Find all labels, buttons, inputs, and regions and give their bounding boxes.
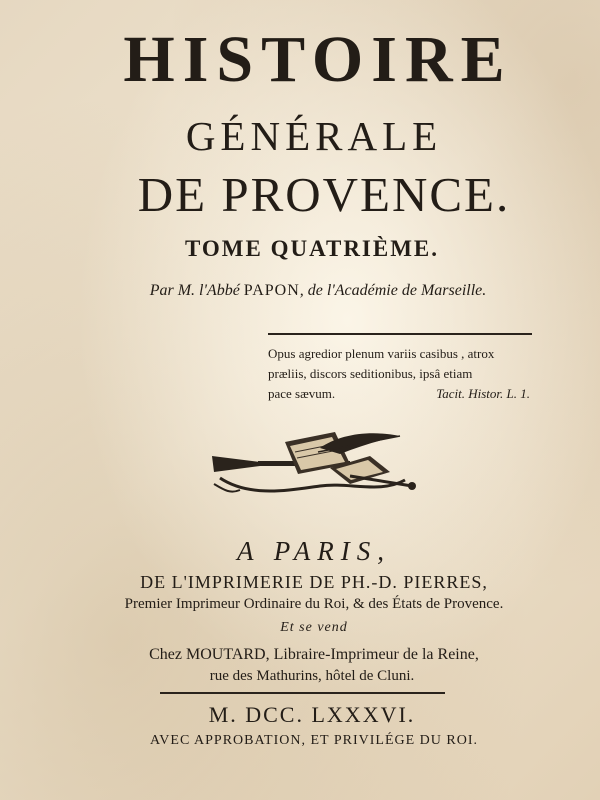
trumpet-book-quill-ornament-icon (200, 428, 420, 508)
epigraph-line-2: præliis, discors seditionibus, ipsâ etiam (268, 366, 473, 381)
epigraph-source: Tacit. Histor. L. 1. (436, 386, 530, 401)
author-suffix: , de l'Académie de Marseille. (299, 282, 487, 299)
author-name: PAPON (243, 282, 300, 299)
imprint-seller: Chez MOUTARD, Libraire-Imprimeur de la Reine, (149, 646, 479, 663)
imprint-address: rue des Mathurins, hôtel de Cluni. (209, 668, 415, 684)
title-line-generale: GÉNÉRALE (185, 113, 443, 159)
author-prefix: Par M. l'Abbé (149, 282, 240, 299)
epigraph-top-rule (268, 333, 532, 335)
privilege-line: AVEC APPROBATION, ET PRIVILÉGE DU ROI. (149, 733, 478, 748)
imprint-sold: Et se vend (280, 620, 348, 635)
epigraph-line-3 (268, 384, 530, 404)
imprint-rule (160, 692, 445, 694)
imprint-printer: DE L'IMPRIMERIE DE PH.-D. PIERRES, (140, 572, 488, 592)
imprint-city: A PARIS, (237, 536, 391, 566)
volume-label: TOME QUATRIÈME. (184, 236, 440, 261)
publication-date: M. DCC. LXXXVI. (208, 702, 416, 727)
imprint-printer-title: Premier Imprimeur Ordinaire du Roi, & des États de Provence. (124, 596, 504, 612)
epigraph (268, 344, 530, 404)
title-line-de-provence: DE PROVENCE. (137, 167, 511, 222)
epigraph-line-1: Opus agredior plenum variis casibus , atrox (268, 346, 495, 361)
author-line (0, 282, 600, 300)
title-line-histoire: HISTOIRE (123, 23, 513, 96)
epigraph-text: pace sævum. (268, 386, 336, 401)
